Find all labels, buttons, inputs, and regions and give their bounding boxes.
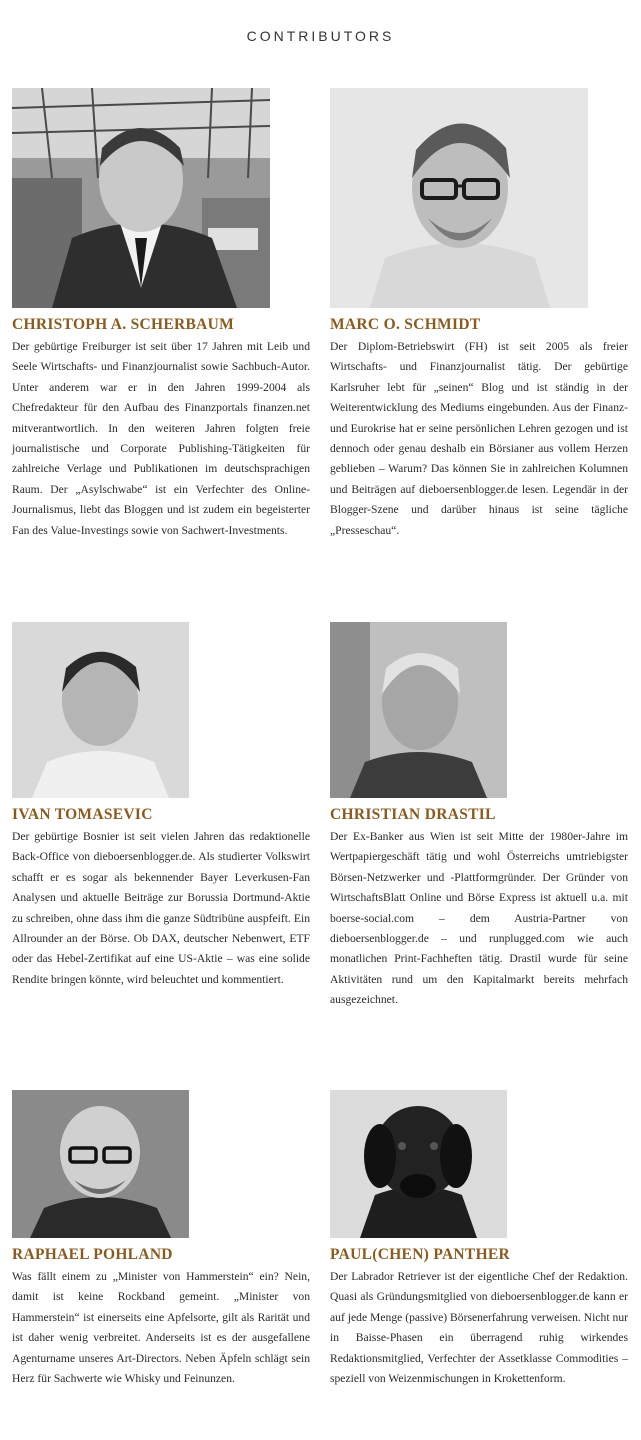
- contributor-bio: Der Ex-Banker aus Wien ist seit Mitte der 1980er-Jahre im Wertpapiergeschäft tätig und wohl Österreichs umtriebigster Börsen-Netzwerker und -Plattformgründer. Der Gründer von WirtschaftsBlatt Online und Börse Express ist aktuell u.a. mit boerse-social.com – dem Austria-Partner von dieboersenblogger.de – und runplugged.com wie auch monatlichen Print-Fachheften tätig. Drastil wurde für seine Aktivitäten rund um den Kapitalmarkt bereits mehrfach ausgezeichnet.: [330, 830, 628, 1007]
- contributor-card-scherbaum: [12, 88, 312, 541]
- contributor-photo: [12, 1090, 189, 1238]
- page-title: CONTRIBUTORS: [246, 28, 395, 44]
- contributor-card-tomasevic: [12, 622, 312, 990]
- contributor-card-panther: [330, 1090, 630, 1389]
- contributor-photo: [12, 88, 270, 308]
- contributor-card-drastil: [330, 622, 630, 1011]
- contributor-bio: Der Labrador Retriever ist der eigentliche Chef der Redaktion. Quasi als Gründungsmitglied von dieboersenblogger.de kann er auf jede Menge (passive) Börsenerfahrung verweisen. Nicht nur in Baisse-Phasen ein überragend ruhig wirkendes Redaktionsmitglied, Verfechter der Assetklasse Commodities – speziell von Weizenmischungen in Krokettenform.: [330, 1270, 628, 1386]
- contributor-photo: [330, 622, 507, 798]
- contributor-photo: [330, 1090, 507, 1238]
- contributor-name: MARC O. SCHMIDT: [330, 316, 481, 333]
- contributor-name: RAPHAEL POHLAND: [12, 1246, 173, 1263]
- contributor-card-pohland: [12, 1090, 312, 1389]
- contributor-name: PAUL(CHEN) PANTHER: [330, 1246, 511, 1263]
- contributor-photo: [330, 88, 588, 308]
- contributor-bio: Was fällt einem zu „Minister von Hammerstein“ ein? Nein, damit ist keine Rockband gemeint. „Minister von Hammerstein“ ist einerseits eine Apfelsorte, gilt als Rarität und ist daher wenig verbreitet. Anderseits ist es der ausgefallene Agenturname unseres Art-Directors. Neben Äpfeln schlägt sein Herz für Sachwerte wie Whisky und Feinunzen.: [12, 1270, 310, 1386]
- contributor-name: CHRISTIAN DRASTIL: [330, 806, 496, 823]
- contributor-card-schmidt: [330, 88, 630, 541]
- contributor-photo: [12, 622, 189, 798]
- contributor-bio: Der gebürtige Freiburger ist seit über 17 Jahren mit Leib und Seele Wirtschafts- und Finanzjournalist sowie Sachbuch-Autor. Unter anderem war er in den Jahren 1999-2004 als Chefredakteur für den Aufbau des Finanzportals finanzen.net mitverantwortlich. In den weiteren Jahren folgten freie journalistische und Corporate Publishing-Tätigkeiten für zahlreiche Verlage und Publikationen im deutschsprachigen Raum. Der „Asylschwabe“ ist ein Verfechter des Online-Journalismus, liebt das Bloggen und ist zudem ein begeisterter Fan des Value-Investings sowie von Sachwert-Investments.: [12, 340, 310, 537]
- contributor-name: CHRISTOPH A. SCHERBAUM: [12, 316, 235, 333]
- contributor-name: IVAN TOMASEVIC: [12, 806, 153, 823]
- contributor-bio: Der Diplom-Betriebswirt (FH) ist seit 2005 als freier Wirtschafts- und Finanzjournalist tätig. Der gebürtige Karlsruher lebt für „seinen“ Blog und ist ständig in der Weiterentwicklung des Mediums eingebunden. Aus der Finanz- und Eurokrise hat er seine persönlichen Lehren gezogen und ist dennoch oder genau deshalb ein Börsianer aus vollem Herzen geblieben – Warum? Das können Sie in zahlreichen Kolumnen und Beiträgen auf dieboersenblogger.de lesen. Legendär in der Blogger-Szene und darüber hinaus ist seine tägliche „Presseschau“.: [330, 340, 628, 537]
- contributor-bio: Der gebürtige Bosnier ist seit vielen Jahren das redaktionelle Back-Office von dieboersenblogger.de. Als studierter Volkswirt schafft er es sogar als bekennender Bayer Leverkusen-Fan Analysen und aktuelle Beiträge zur Borussia Dortmund-Aktie zu schreiben, ohne dass ihm die ganze Südtribüne auspfeift. Ein Allrounder an der Börse. Ob DAX, deutscher Nebenwert, ETF oder das Hebel-Zertifikat auf eine US-Aktie – was eine solide Rendite bringen könnte, wird beleuchtet und kommentiert.: [12, 830, 310, 986]
